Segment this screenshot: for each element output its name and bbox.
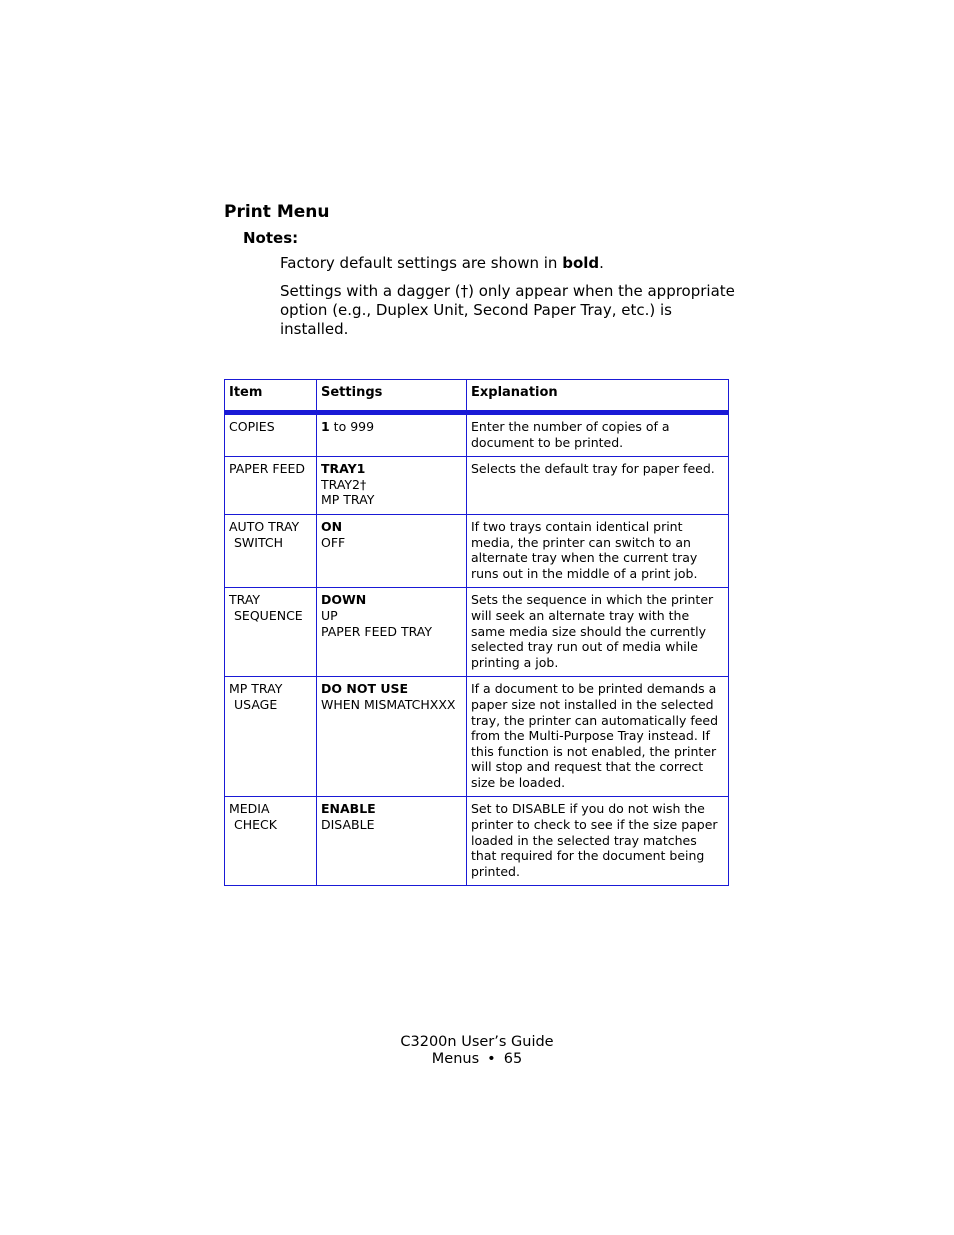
header-settings: Settings <box>317 380 467 413</box>
item-label: TRAY <box>229 592 261 608</box>
item-label: PAPER FEED <box>229 461 305 477</box>
item-label: MEDIA <box>229 801 270 817</box>
note1-bold-word: bold <box>562 254 600 272</box>
setting-option <box>321 681 462 697</box>
explanation-cell: Enter the number of copies of a document to be printed. <box>467 413 729 457</box>
item-label: MP TRAY <box>229 681 283 697</box>
default-setting: TRAY1 <box>321 461 366 477</box>
setting-value: DISABLE <box>321 817 375 833</box>
setting-option <box>321 535 462 551</box>
setting-value: WHEN MISMATCHXXX <box>321 696 456 712</box>
setting-option <box>321 801 462 817</box>
table-row <box>225 588 729 677</box>
default-setting: ENABLE <box>321 801 376 817</box>
setting-value: OFF <box>321 534 346 550</box>
settings-cell <box>317 797 467 886</box>
item-label: SWITCH <box>234 534 284 550</box>
table-header-row <box>225 380 729 413</box>
setting-option <box>321 519 462 535</box>
note1-prefix: Factory default settings are shown in <box>280 254 563 272</box>
setting-option <box>321 608 462 624</box>
footer-chapter: Menus <box>431 1051 480 1067</box>
item-cell <box>225 797 317 886</box>
table-row <box>225 413 729 457</box>
table-row <box>225 457 729 515</box>
item-label: SEQUENCE <box>234 607 303 623</box>
notes-label: Notes: <box>243 229 299 247</box>
default-setting: DO NOT USE <box>321 681 409 697</box>
setting-option <box>321 419 462 435</box>
item-cell <box>225 677 317 797</box>
note-default-settings <box>280 254 740 273</box>
default-setting: ON <box>321 518 343 534</box>
print-menu-table <box>224 379 729 886</box>
setting-option <box>321 817 462 833</box>
item-label: COPIES <box>229 419 275 434</box>
explanation-cell: Selects the default tray for paper feed. <box>467 457 729 515</box>
settings-cell <box>317 677 467 797</box>
setting-value: TRAY2† <box>321 476 367 492</box>
setting-option <box>321 697 462 713</box>
footer-bullet: • <box>487 1051 496 1067</box>
footer-page-number: 65 <box>503 1051 523 1067</box>
settings-cell <box>317 588 467 677</box>
setting-value: UP <box>321 607 338 623</box>
item-cell <box>225 514 317 587</box>
item-label: USAGE <box>234 696 278 712</box>
table-body <box>225 413 729 886</box>
setting-value: PAPER FEED TRAY <box>321 623 432 639</box>
item-label: AUTO TRAY <box>229 518 300 534</box>
note-dagger-settings: Settings with a dagger (†) only appear when the appropriate option (e.g., Duplex Unit, Second Paper Tray, etc.) is installed. <box>280 282 735 338</box>
item-cell <box>225 413 317 457</box>
default-setting: DOWN <box>321 592 367 608</box>
setting-option <box>321 492 462 508</box>
header-explanation: Explanation <box>467 380 729 413</box>
explanation-cell: If a document to be printed demands a paper size not installed in the selected tray, the printer can automatically feed from the Multi-Purpose Tray instead. If this function is not enabled, the printer will stop and request that the correct size be loaded. <box>467 677 729 797</box>
header-item: Item <box>225 380 317 413</box>
settings-cell <box>317 413 467 457</box>
note1-suffix: . <box>599 254 604 272</box>
explanation-cell: Set to DISABLE if you do not wish the printer to check to see if the size paper loaded in the selected tray matches that required for the document being printed. <box>467 797 729 886</box>
setting-option <box>321 477 462 493</box>
settings-cell <box>317 457 467 515</box>
settings-cell <box>317 514 467 587</box>
table-row <box>225 514 729 587</box>
setting-value: MP TRAY <box>321 492 375 508</box>
explanation-cell: If two trays contain identical print media, the printer can switch to an alternate tray when the current tray runs out in the middle of a print job. <box>467 514 729 587</box>
setting-range: to 999 <box>329 419 375 434</box>
table-row <box>225 677 729 797</box>
footer-guide-title: C3200n User’s Guide <box>400 1034 554 1050</box>
explanation-cell: Sets the sequence in which the printer will seek an alternate tray with the same media size should the currently selected tray run out of media while printing a job. <box>467 588 729 677</box>
item-cell <box>225 588 317 677</box>
setting-option <box>321 624 462 640</box>
setting-option <box>321 592 462 608</box>
footer-page-info <box>0 1050 954 1068</box>
page-title: Print Menu <box>224 202 330 222</box>
table-row <box>225 797 729 886</box>
setting-option <box>321 461 462 477</box>
item-cell <box>225 457 317 515</box>
default-setting: 1 <box>321 419 330 434</box>
item-label: CHECK <box>234 817 277 833</box>
